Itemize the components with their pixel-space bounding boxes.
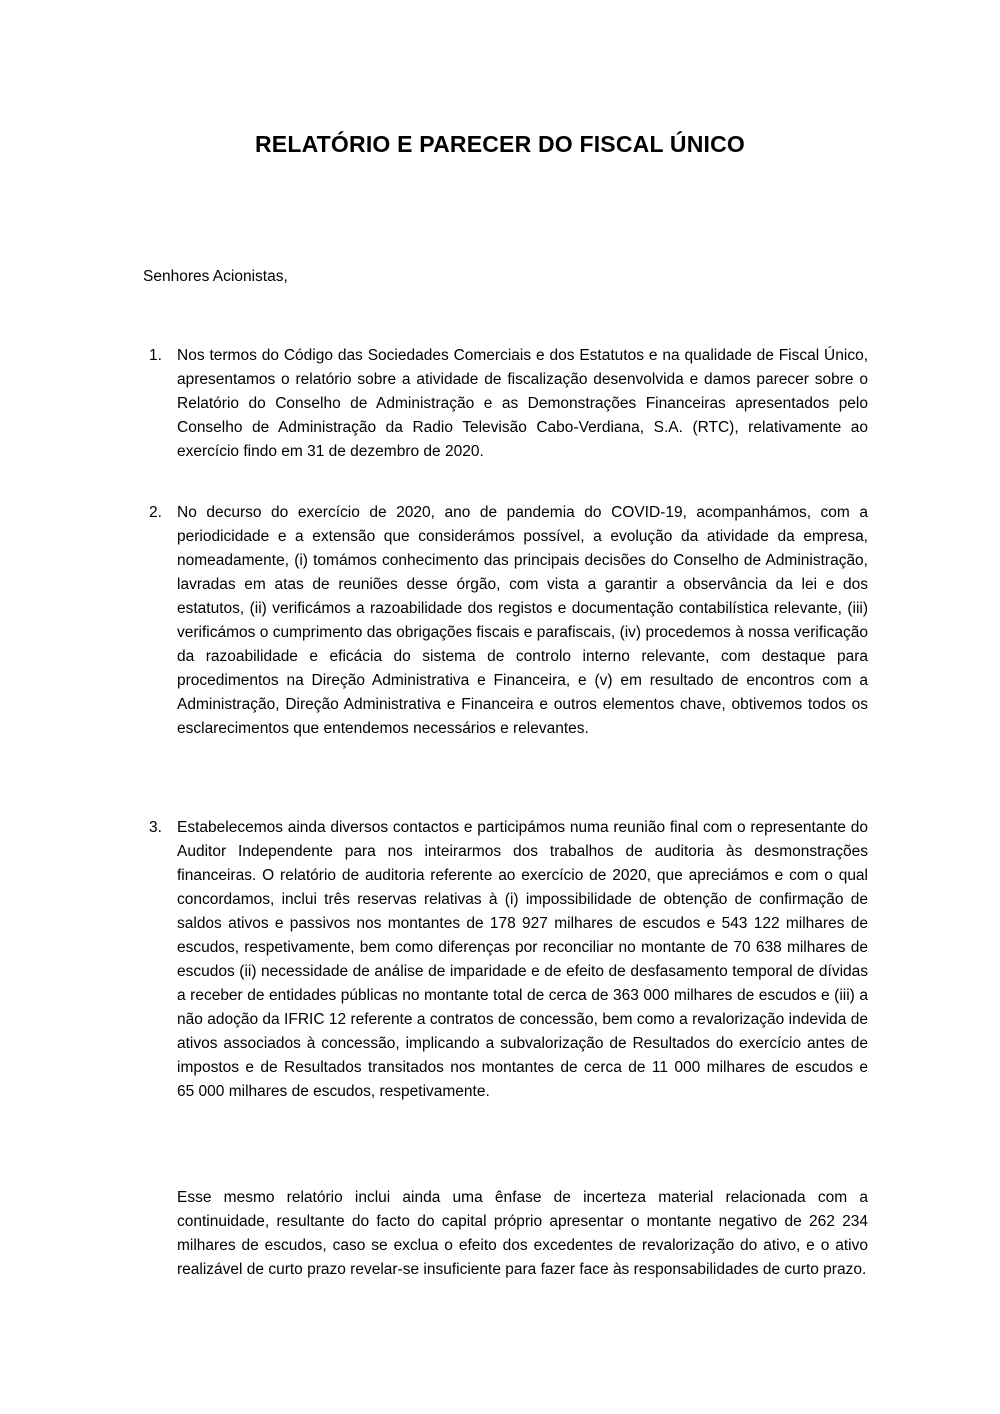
list-item-text: Estabelecemos ainda diversos contactos e participámos numa reunião final com o representante do Auditor Independente para nos inteirarmos dos trabalhos de auditoria às desmonstrações financeiras. O relatório de auditoria referente ao exercício de 2020, que apreciámos e com o qual concordamos, inclui três reservas relativas à (i) impossibilidade de obtenção de confirmação de saldos ativos e passivos nos montantes de 178 927 milhares de escudos e 543 122 milhares de escudos, respetivamente, bem como diferenças por reconciliar no montante de 70 638 milhares de escudos (ii) necessidade de análise de imparidade e de efeito de desfasamento temporal de dívidas a receber de entidades públicas no montante total de cerca de 363 000 milhares de escudos e (iii) a não adoção da IFRIC 12 referente a contratos de concessão, bem como a revalorização indevida de ativos associados à concessão, implicando a subvalorização de Resultados do exercício antes de impostos e de Resultados transitados nos montantes de cerca de 11 000 milhares de escudos e 65 000 milhares de escudos, respetivamente. [177,819,868,1100]
numbered-paragraph-3 [143,816,868,1104]
document-title: RELATÓRIO E PARECER DO FISCAL ÚNICO [254,131,746,157]
list-item-number: 2. [149,504,162,521]
continuation-paragraph: Esse mesmo relatório inclui ainda uma ênfase de incerteza material relacionada com a continuidade, resultante do facto do capital próprio apresentar o montante negativo de 262 234 milhares de escudos, caso se exclua o efeito dos excedentes de revalorização do ativo, e o ativo realizável de curto prazo revelar-se insuficiente para fazer face às responsabilidades de curto prazo. [177,1189,868,1278]
numbered-paragraph-1 [143,344,868,464]
numbered-paragraph-2 [143,501,868,741]
list-item-number: 3. [149,819,162,836]
list-item-text: No decurso do exercício de 2020, ano de pandemia do COVID-19, acompanhámos, com a periodicidade e a extensão que considerámos possível, a evolução da atividade da empresa, nomeadamente, (i) tomámos conhecimento das principais decisões do Conselho de Administração, lavradas em atas de reuniões desse órgão, com vista a garantir a observância da lei e dos estatutos, (ii) verificámos a razoabilidade dos registos e documentação contabilística relevante, (iii) verificámos o cumprimento das obrigações fiscais e parafiscais, (iv) procedemos à nossa verificação da razoabilidade e eficácia do sistema de controlo interno relevante, com destaque para procedimentos na Direção Administrativa e Financeira, e (v) em resultado de encontros com a Administração, Direção Administrativa e Financeira e outros elementos chave, obtivemos todos os esclarecimentos que entendemos necessários e relevantes. [177,504,868,737]
list-item-text: Nos termos do Código das Sociedades Comerciais e dos Estatutos e na qualidade de Fiscal Único, apresentamos o relatório sobre a atividade de fiscalização desenvolvida e damos parecer sobre o Relatório do Conselho de Administração e as Demonstrações Financeiras apresentados pelo Conselho de Administração da Radio Televisão Cabo-Verdiana, S.A. (RTC), relativamente ao exercício findo em 31 de dezembro de 2020. [177,347,868,460]
list-item-number: 1. [149,347,162,364]
salutation: Senhores Acionistas, [143,268,288,285]
